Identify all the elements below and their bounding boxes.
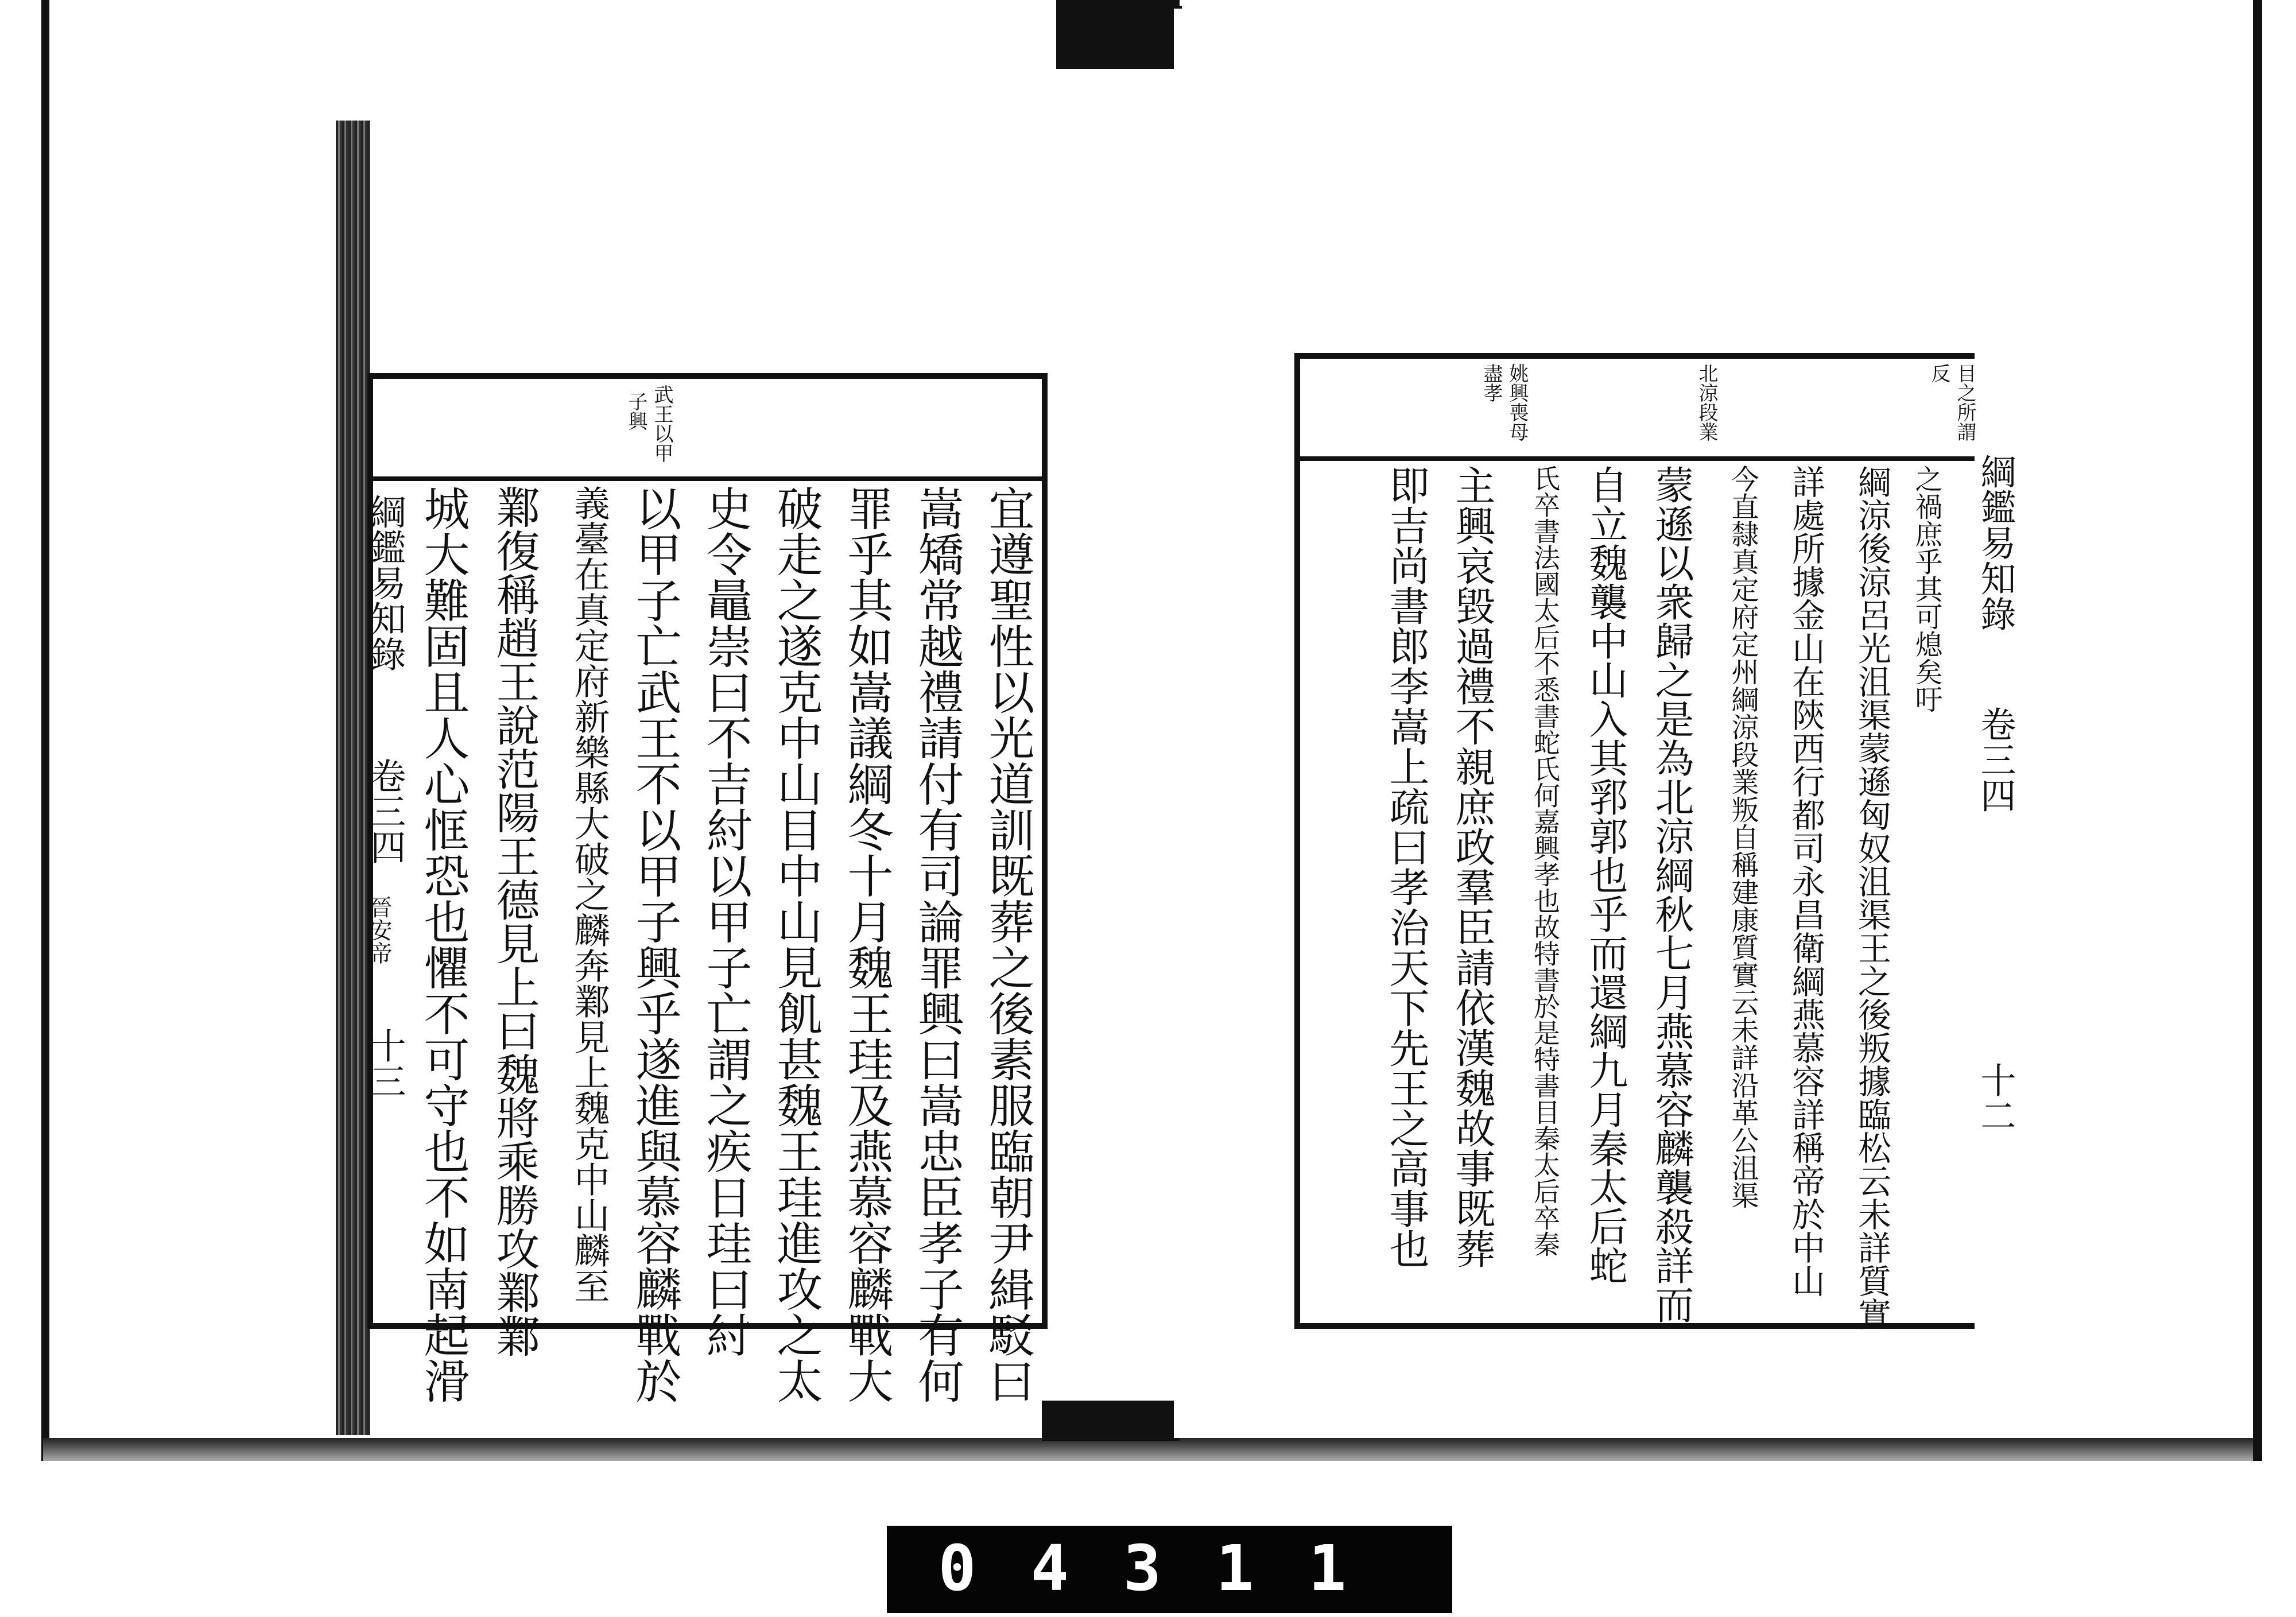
text-column: 城大難固且人心恇恐也懼不可守也不如南起滑 [416,485,470,1403]
scan-edge-right [2253,0,2262,1461]
text-column: 破走之遂克中山目中山見飢甚魏王珪進攻之太 [769,485,823,1403]
film-number-plate [887,1526,1452,1613]
right-header-strip [1300,359,1975,461]
text-column: 以甲子亡武王不以甲子興乎遂進與慕容麟戰於 [628,485,681,1403]
film-number: 04311 [938,1531,1401,1605]
scan-bottom-band [43,1438,2253,1461]
text-column: 綱涼後涼呂光沮渠蒙遜匈奴沮渠王之後叛據臨松云未詳質實 [1852,465,1891,1331]
text-column: 蒙遜以衆歸之是為北涼綱秋七月燕慕容麟襲殺詳而 [1649,465,1694,1324]
gutter-shadow-lower [1042,1401,1180,1441]
right-margin-volume: 卷三四 [1975,706,2016,813]
left-margin-title: 綱鑑易知錄 [364,494,406,672]
text-column: 即吉尚書郎李嵩上疏曰孝治天下先王之高事也 [1383,465,1430,1269]
left-margin-volume: 卷三四 [364,758,406,864]
right-text-frame [1294,353,1975,1329]
text-column: 詳處所據金山在陝西行都司永昌衛綱燕慕容詳稱帝於中山 [1786,465,1825,1297]
right-margin-page: 十二 [1975,1062,2016,1133]
right-header-note: 北涼段業 [1695,363,1718,441]
right-header-note: 盡孝 [1480,363,1503,402]
text-column: 嵩矯常越禮請付有司論罪興曰嵩忠臣孝子有何 [910,485,964,1403]
text-column: 義臺在真定府新樂縣大破之麟奔鄴見上魏克中山麟至 [568,485,610,1304]
left-margin-reign: 晉安帝 [366,895,392,964]
text-column: 今直隸真定府定州綱涼段業叛自稱建康質實云未詳沿革公沮渠 [1727,465,1759,1209]
right-header-note: 目之所謂 [1953,363,1976,441]
left-header-note: 子興 [625,391,647,431]
gutter-shadow [1056,0,1180,69]
text-column: 罪乎其如嵩議綱冬十月魏王珪及燕慕容麟戰大 [840,485,893,1403]
text-column: 鄴復稱趙王說范陽王德見上曰魏將乘勝攻鄴鄴 [489,485,540,1358]
text-column: 氏卒書法國太后不悉書蛇氏何嘉興孝也故特書於是特書目秦太后卒秦 [1530,465,1561,1257]
scan-edge-left [41,0,49,1461]
left-text-frame [364,373,1048,1403]
right-header-note: 姚興喪母 [1506,363,1529,441]
text-column: 自立魏襲中山入其郛郭也乎而還綱九月秦太后蛇 [1583,465,1628,1285]
right-header-note: 反 [1927,363,1950,383]
right-margin-title: 綱鑑易知錄 [1975,453,2016,631]
text-column: 宜遵聖性以光道訓既葬之後素服臨朝尹緝駁曰 [981,485,1034,1403]
text-column: 主興哀毀過禮不親庶政羣臣請依漢魏故事既葬 [1449,465,1496,1269]
text-column: 之禍庶乎其可熄矣吁 [1910,465,1942,713]
left-header-strip [373,379,1042,481]
left-header-note: 武王以甲 [650,385,673,463]
left-margin-page: 十三 [364,1027,406,1099]
text-column: 史令鼂崇曰不吉紂以甲子亡謂之疾日珪曰紂 [699,485,752,1358]
